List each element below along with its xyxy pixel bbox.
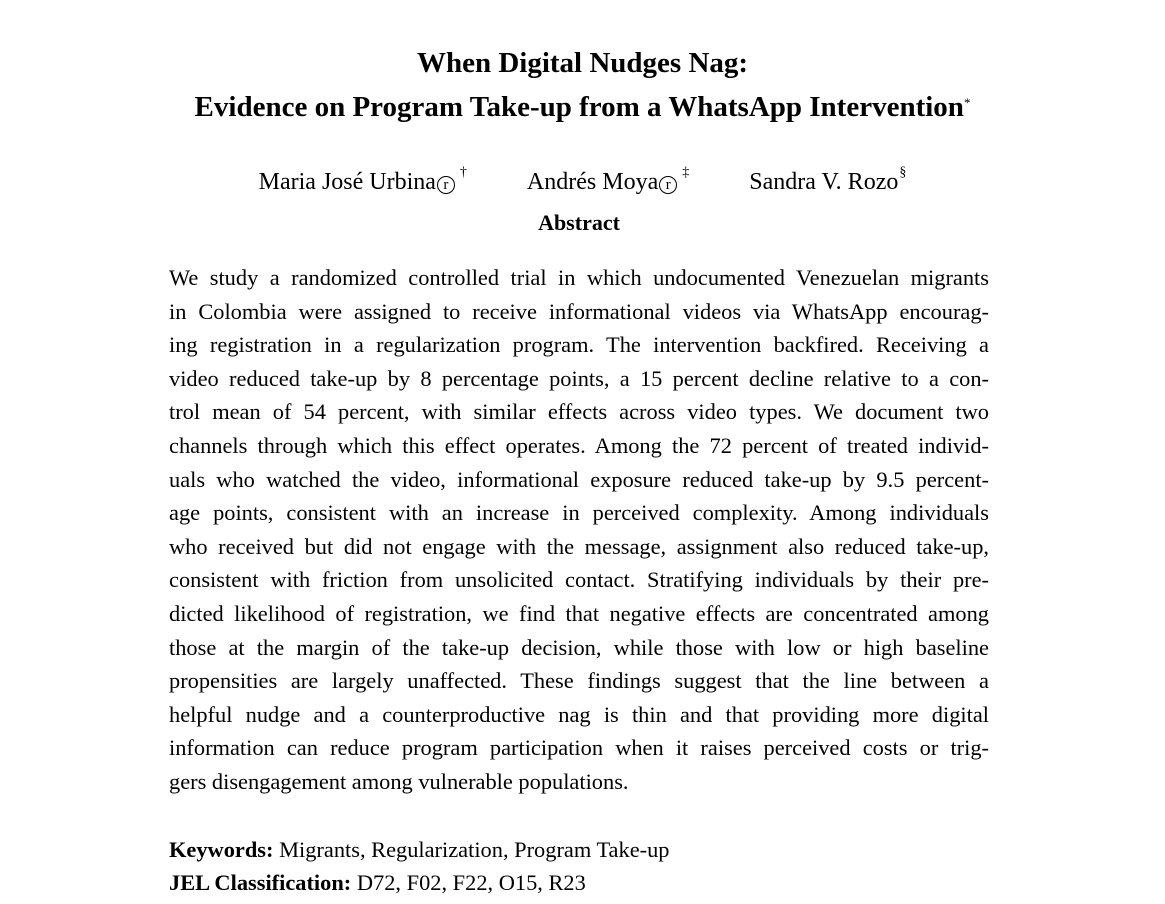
author-3-name: Sandra V. Rozo [749,169,899,195]
abstract-line: information can reduce program participation when it raises perceived costs or trig- [169,735,989,761]
abstract-line: ing registration in a regularization program. The intervention backfired. Receiving a [169,332,989,358]
jel-label: JEL Classification: [169,870,352,895]
author-2-note: ‡ [682,165,690,180]
title-footnote-mark: * [963,95,971,110]
abstract-line: dicted likelihood of registration, we find that negative effects are concentrated among [169,600,989,626]
title-line-2-text: Evidence on Program Take-up from a WhatsApp Intervention [194,91,964,123]
abstract-line: gers disengagement among vulnerable populations. [169,768,629,794]
abstract-line: We study a randomized controlled trial in which undocumented Venezuelan migrants [169,265,989,290]
abstract-line: uals who watched the video, informational exposure reduced take-up by 9.5 percent- [169,466,989,492]
abstract-line: video reduced take-up by 8 percentage points, a 15 percent decline relative to a con- [169,365,989,391]
author-1-note: † [459,165,467,180]
abstract-line: age points, consistent with an increase in perceived complexity. Among individuals [169,500,989,526]
abstract-line: propensities are largely unaffected. These findings suggest that the line between a [169,668,989,694]
abstract-line: in Colombia were assigned to receive informational videos via WhatsApp encourag- [169,298,989,324]
author-3-note: § [899,165,907,180]
jel-value: D72, F02, F22, O15, R23 [356,870,586,895]
keywords-label: Keywords: [169,837,274,862]
abstract-heading: Abstract [538,210,620,235]
abstract-line: helpful nudge and a counterproductive nag is thin and that providing more digital [169,701,989,727]
author-3 [749,160,906,199]
abstract-line: who received but did not engage with the message, assignment also reduced take-up, [169,533,989,559]
author-1 [259,160,467,199]
title-line-1: When Digital Nudges Nag: [416,47,749,79]
keywords-value: Migrants, Regularization, Program Take-up [279,837,670,862]
author-list [0,160,1165,199]
author-1-name: Maria José Urbina [258,169,436,195]
author-2 [527,160,689,199]
abstract-line: trol mean of 54 percent, with similar effects across video types. We document two [169,399,989,425]
paper-title [0,41,1165,129]
abstract-line: those at the margin of the take-up decision, while those with low or high baseline [169,634,989,660]
jel-classification [169,866,586,899]
abstract-body [169,261,989,799]
keywords [169,833,669,866]
orcid-icon[interactable]: r [437,176,455,194]
author-2-name: Andrés Moya [526,169,659,195]
title-line-2 [0,85,1165,129]
orcid-icon[interactable]: r [659,176,677,194]
abstract-line: consistent with friction from unsolicited contact. Stratifying individuals by their pre- [169,567,989,593]
abstract-line: channels through which this effect operates. Among the 72 percent of treated individ- [169,432,989,458]
